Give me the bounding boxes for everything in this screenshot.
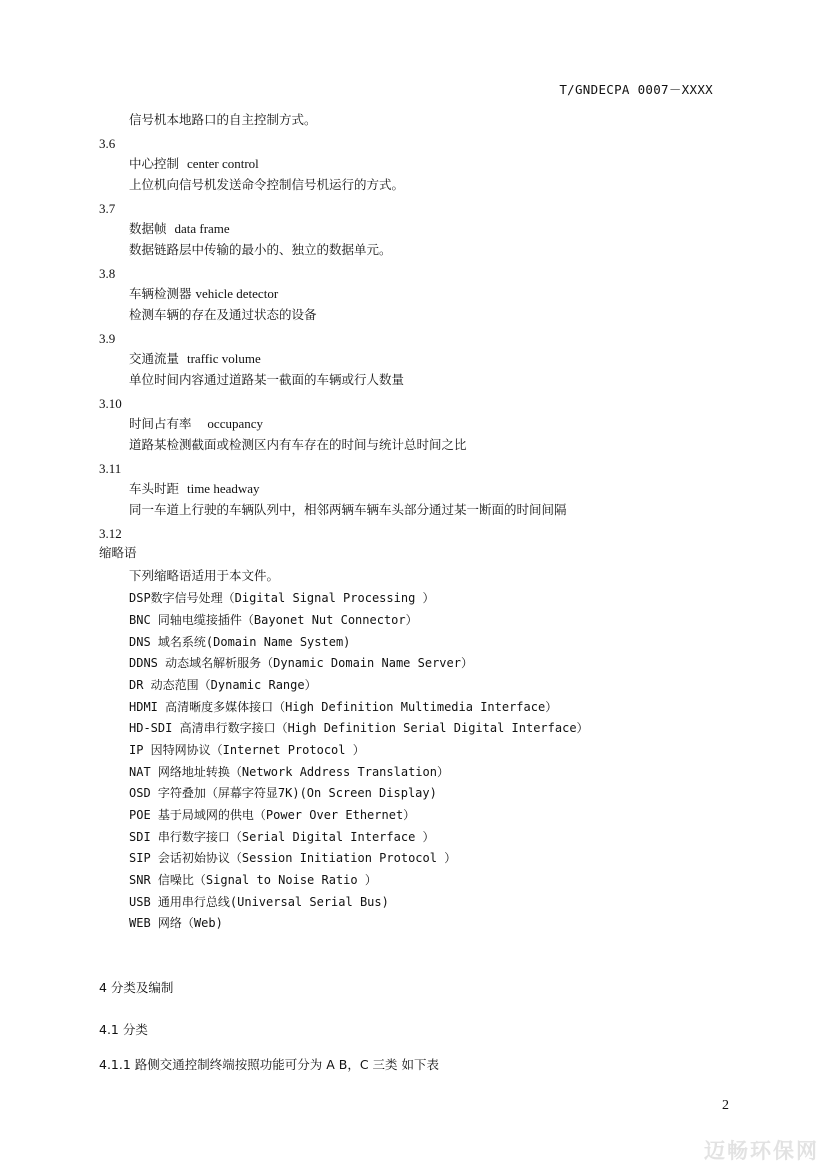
term-definition: 单位时间内容通过道路某一截面的车辆或行人数量 — [129, 372, 405, 387]
page-number: 2 — [722, 1098, 729, 1113]
term-english: traffic volume — [186, 351, 261, 366]
clause-number: 3.12 — [99, 526, 122, 541]
term-english: occupancy — [207, 416, 264, 431]
clause-number: 3.10 — [99, 396, 122, 411]
term-english: time headway — [186, 481, 260, 496]
abbreviation-item: SNR 信噪比（Signal to Noise Ratio ） — [129, 873, 377, 887]
term-chinese: 中心控制 — [129, 156, 180, 171]
term-english: center control — [186, 156, 259, 171]
abbreviation-item: SDI 串行数字接口（Serial Digital Interface ） — [129, 830, 435, 844]
clause-number: 3.11 — [99, 461, 122, 476]
section-heading: 4 分类及编制 — [99, 980, 174, 995]
term-chinese: 车头时距 — [129, 481, 180, 496]
term-line — [129, 481, 260, 497]
term-line — [129, 221, 230, 237]
abbreviation-item: SIP 会话初始协议（Session Initiation Protocol ） — [129, 851, 457, 865]
term-chinese: 交通流量 — [129, 351, 180, 366]
term-definition: 道路某检测截面或检测区内有车存在的时间与统计总时间之比 — [129, 437, 467, 452]
subsection-heading: 4.1 分类 — [99, 1022, 148, 1037]
term-chinese: 车辆检测器 — [129, 286, 192, 301]
abbreviations-intro: 下列缩略语适用于本文件。 — [129, 568, 280, 583]
term-english: vehicle detector — [195, 286, 279, 301]
abbreviation-item: DDNS 动态域名解析服务（Dynamic Domain Name Server） — [129, 656, 473, 670]
term-line — [129, 286, 278, 302]
term-english: data frame — [174, 221, 230, 236]
clause-number: 3.9 — [99, 331, 116, 346]
clause-text: 4.1.1 路侧交通控制终端按照功能可分为 A B，C 三类 如下表 — [99, 1057, 440, 1072]
term-definition: 检测车辆的存在及通过状态的设备 — [129, 307, 317, 322]
abbreviation-item: WEB 网络（Web) — [129, 916, 223, 930]
abbreviation-item: BNC 同轴电缆接插件（Bayonet Nut Connector） — [129, 613, 418, 627]
abbreviation-item: USB 通用串行总线(Universal Serial Bus) — [129, 895, 389, 909]
abbreviation-item: NAT 网络地址转换（Network Address Translation） — [129, 765, 449, 779]
abbreviation-item: DR 动态范围（Dynamic Range） — [129, 678, 317, 692]
abbreviations-title: 缩略语 — [99, 545, 137, 560]
term-chinese: 时间占有率 — [129, 416, 192, 431]
document-code: T/GNDECPA 0007－XXXX — [559, 82, 713, 97]
abbreviation-item: IP 因特网协议（Internet Protocol ） — [129, 743, 365, 757]
abbreviation-item: HDMI 高清晰度多媒体接口（High Definition Multimedia Interface） — [129, 700, 558, 714]
watermark-text: 迈畅环保网 — [704, 1139, 819, 1163]
abbreviation-item: OSD 字符叠加（屏幕字符显7K)(On Screen Display) — [129, 786, 437, 800]
clause-number: 3.8 — [99, 266, 116, 281]
abbreviation-item: DSP数字信号处理（Digital Signal Processing ） — [129, 591, 435, 605]
abbreviation-item: HD-SDI 高清串行数字接口（High Definition Serial Digital Interface） — [129, 721, 589, 735]
clause-number: 3.7 — [99, 201, 116, 216]
term-line — [129, 351, 261, 367]
term-definition: 同一车道上行驶的车辆队列中，相邻两辆车辆车头部分通过某一断面的时间间隔 — [129, 502, 567, 517]
clause-number: 3.6 — [99, 136, 116, 151]
term-line — [129, 156, 259, 172]
term-definition: 数据链路层中传输的最小的、独立的数据单元。 — [129, 242, 392, 257]
term-line — [129, 416, 263, 432]
abbreviation-item: POE 基于局域网的供电（Power Over Ethernet） — [129, 808, 416, 822]
term-definition: 上位机向信号机发送命令控制信号机运行的方式。 — [129, 177, 405, 192]
abbreviation-item: DNS 域名系统(Domain Name System) — [129, 635, 351, 649]
continuation-text: 信号机本地路口的自主控制方式。 — [129, 112, 317, 127]
term-chinese: 数据帧 — [129, 221, 167, 236]
